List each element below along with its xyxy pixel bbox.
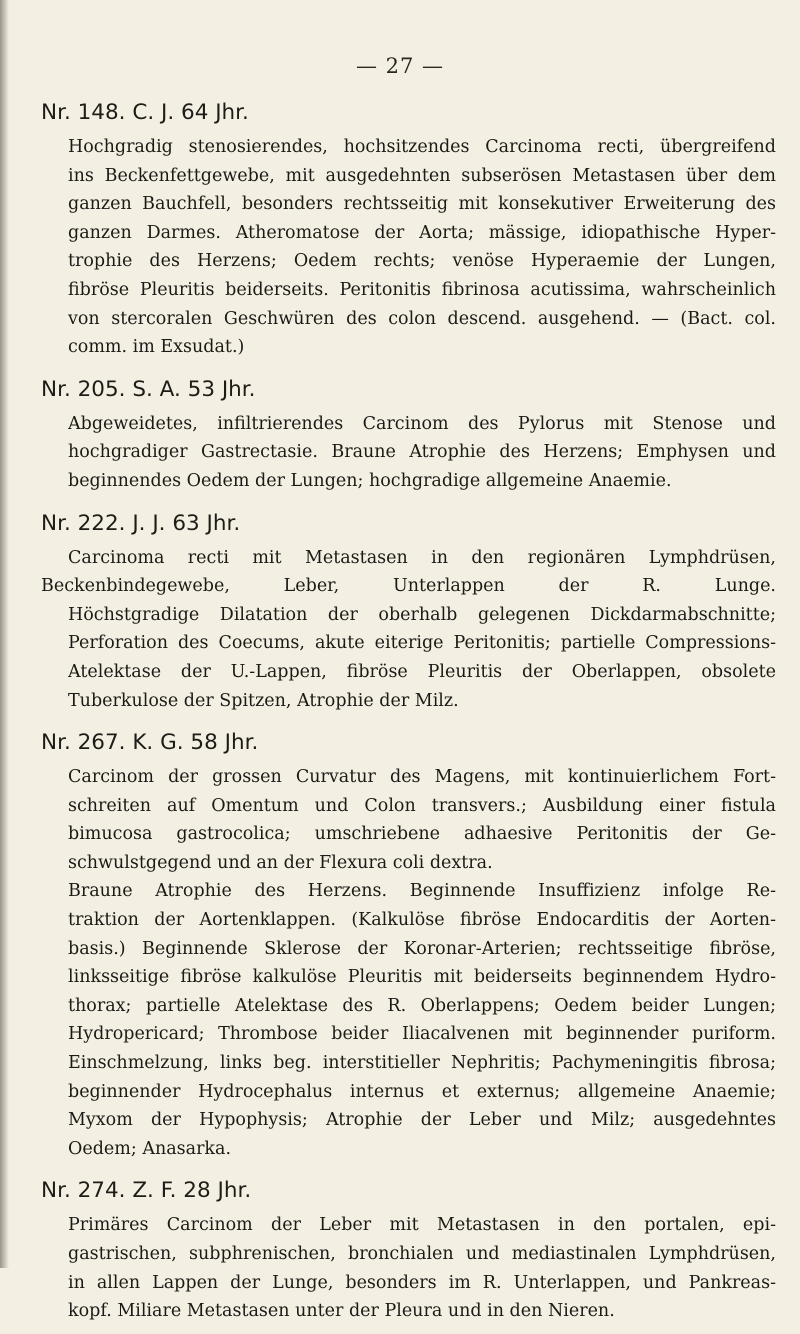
case-heading: Nr. 274. Z. F. 28 Jhr. — [41, 1178, 252, 1204]
case-entry — [41, 1171, 776, 1333]
text-line: in allen Lappen der Lunge, besonders im R. Unterlappen, und Pankreas- — [68, 1272, 776, 1293]
case-paragraph — [41, 544, 776, 716]
case-paragraph — [41, 877, 776, 1163]
text-line: thorax; partielle Atelektase des R. Oberlappens; Oedem beider Lungen; — [68, 995, 776, 1016]
text-line: Atelektase der U.-Lappen, fibröse Pleuritis der Oberlappen, obsolete — [68, 661, 776, 682]
text-line: Primäres Carcinom der Leber mit Metastasen in den portalen, epi- — [68, 1215, 776, 1236]
page-number: — 27 — — [355, 54, 445, 78]
case-heading: Nr. 222. J. J. 63 Jhr. — [41, 510, 241, 536]
case-entry — [41, 93, 776, 370]
case-heading: Nr. 205. S. A. 53 Jhr. — [41, 376, 256, 402]
text-line: ganzen Darmes. Atheromatose der Aorta; mässige, idiopathische Hyper- — [68, 222, 776, 243]
text-line: schreiten auf Omentum und Colon transvers.; Ausbildung einer fistula — [68, 795, 776, 816]
page-binding-edge — [0, 0, 9, 1268]
text-line: Carcinoma recti mit Metastasen in den regionären Lymphdrüsen, — [68, 547, 776, 568]
case-paragraph — [41, 1211, 776, 1325]
text-line: Höchstgradige Dilatation der oberhalb gelegenen Dickdarmabschnitte; — [68, 604, 776, 625]
text-line: Abgeweidetes, infiltrierendes Carcinom des Pylorus mit Stenose und — [68, 413, 776, 434]
text-line: Einschmelzung, links beg. interstitieller Nephritis; Pachymeningitis fibrosa; — [68, 1053, 776, 1074]
entry-spacer — [41, 496, 776, 504]
case-paragraph — [41, 410, 776, 496]
text-line: Oedem; Anasarka. — [68, 1138, 232, 1159]
text-line: Hydropericard; Thrombose beider Iliacalvenen mit beginnender puriform. — [68, 1024, 776, 1045]
text-line: linksseitige fibröse kalkulöse Pleuritis mit beiderseits beginnendem Hydro- — [68, 967, 776, 988]
text-line: Carcinom der grossen Curvatur des Magens, mit kontinuierlichem Fort- — [68, 767, 776, 788]
text-line: ins Beckenfettgewebe, mit ausgedehnten subserösen Metastasen über dem — [68, 165, 776, 186]
text-line: beginnender Hydrocephalus internus et externus; allgemeine Anaemie; — [68, 1081, 776, 1102]
text-line: trophie des Herzens; Oedem rechts; venöse Hyperaemie der Lungen, — [68, 251, 776, 272]
text-line: bimucosa gastrocolica; umschriebene adhaesive Peritonitis der Ge- — [68, 824, 776, 845]
text-line: beginnendes Oedem der Lungen; hochgradige allgemeine Anaemie. — [68, 470, 672, 491]
page-content — [41, 93, 776, 1334]
case-heading: Nr. 148. C. J. 64 Jhr. — [41, 100, 249, 125]
text-line: basis.) Beginnende Sklerose der Koronar-Arterien; rechtsseitige fibröse, — [68, 938, 776, 959]
entry-spacer — [41, 1163, 776, 1171]
text-line: Hochgradig stenosierendes, hochsitzendes Carcinoma recti, übergreifend — [68, 137, 776, 157]
text-line: kopf. Miliare Metastasen unter der Pleura und in den Nieren. — [68, 1301, 615, 1322]
text-line: hochgradiger Gastrectasie. Braune Atrophie des Herzens; Emphysen und — [68, 442, 776, 463]
entry-spacer — [41, 362, 776, 370]
text-line: Tuberkulose der Spitzen, Atrophie der Milz. — [68, 690, 459, 711]
entry-spacer — [41, 715, 776, 723]
text-line: von stercoralen Geschwüren des colon descend. ausgehend. — (Bact. col. — [68, 308, 776, 329]
text-line: schwulstgegend und an der Flexura coli dextra. — [68, 852, 493, 873]
text-line: Myxom der Hypophysis; Atrophie der Leber und Milz; ausgedehntes — [68, 1110, 776, 1131]
case-entry — [41, 370, 776, 504]
case-entry — [41, 723, 776, 1171]
text-line: ganzen Bauchfell, besonders rechtsseitig mit konsekutiver Erweiterung des — [68, 194, 776, 215]
case-entry — [41, 504, 776, 724]
text-line: comm. im Exsudat.) — [68, 337, 245, 358]
text-line: Braune Atrophie des Herzens. Beginnende Insuffizienz infolge Re- — [68, 881, 776, 902]
case-heading: Nr. 267. K. G. 58 Jhr. — [41, 730, 259, 756]
case-paragraph — [41, 763, 776, 877]
text-line: Perforation des Coecums, akute eiterige Peritonitis; partielle Compressions- — [68, 633, 776, 654]
case-paragraph — [41, 133, 776, 362]
text-line: traktion der Aortenklappen. (Kalkulöse fibröse Endocarditis der Aorten- — [68, 910, 776, 931]
entry-spacer — [41, 1326, 776, 1334]
text-line: fibröse Pleuritis beiderseits. Peritonitis fibrinosa acutissima, wahrscheinlich — [68, 279, 776, 300]
text-line: Beckenbindegewebe, Leber, Unterlappen der R. Lunge. — [41, 576, 776, 597]
text-line: gastrischen, subphrenischen, bronchialen und mediastinalen Lymphdrüsen, — [68, 1244, 776, 1264]
